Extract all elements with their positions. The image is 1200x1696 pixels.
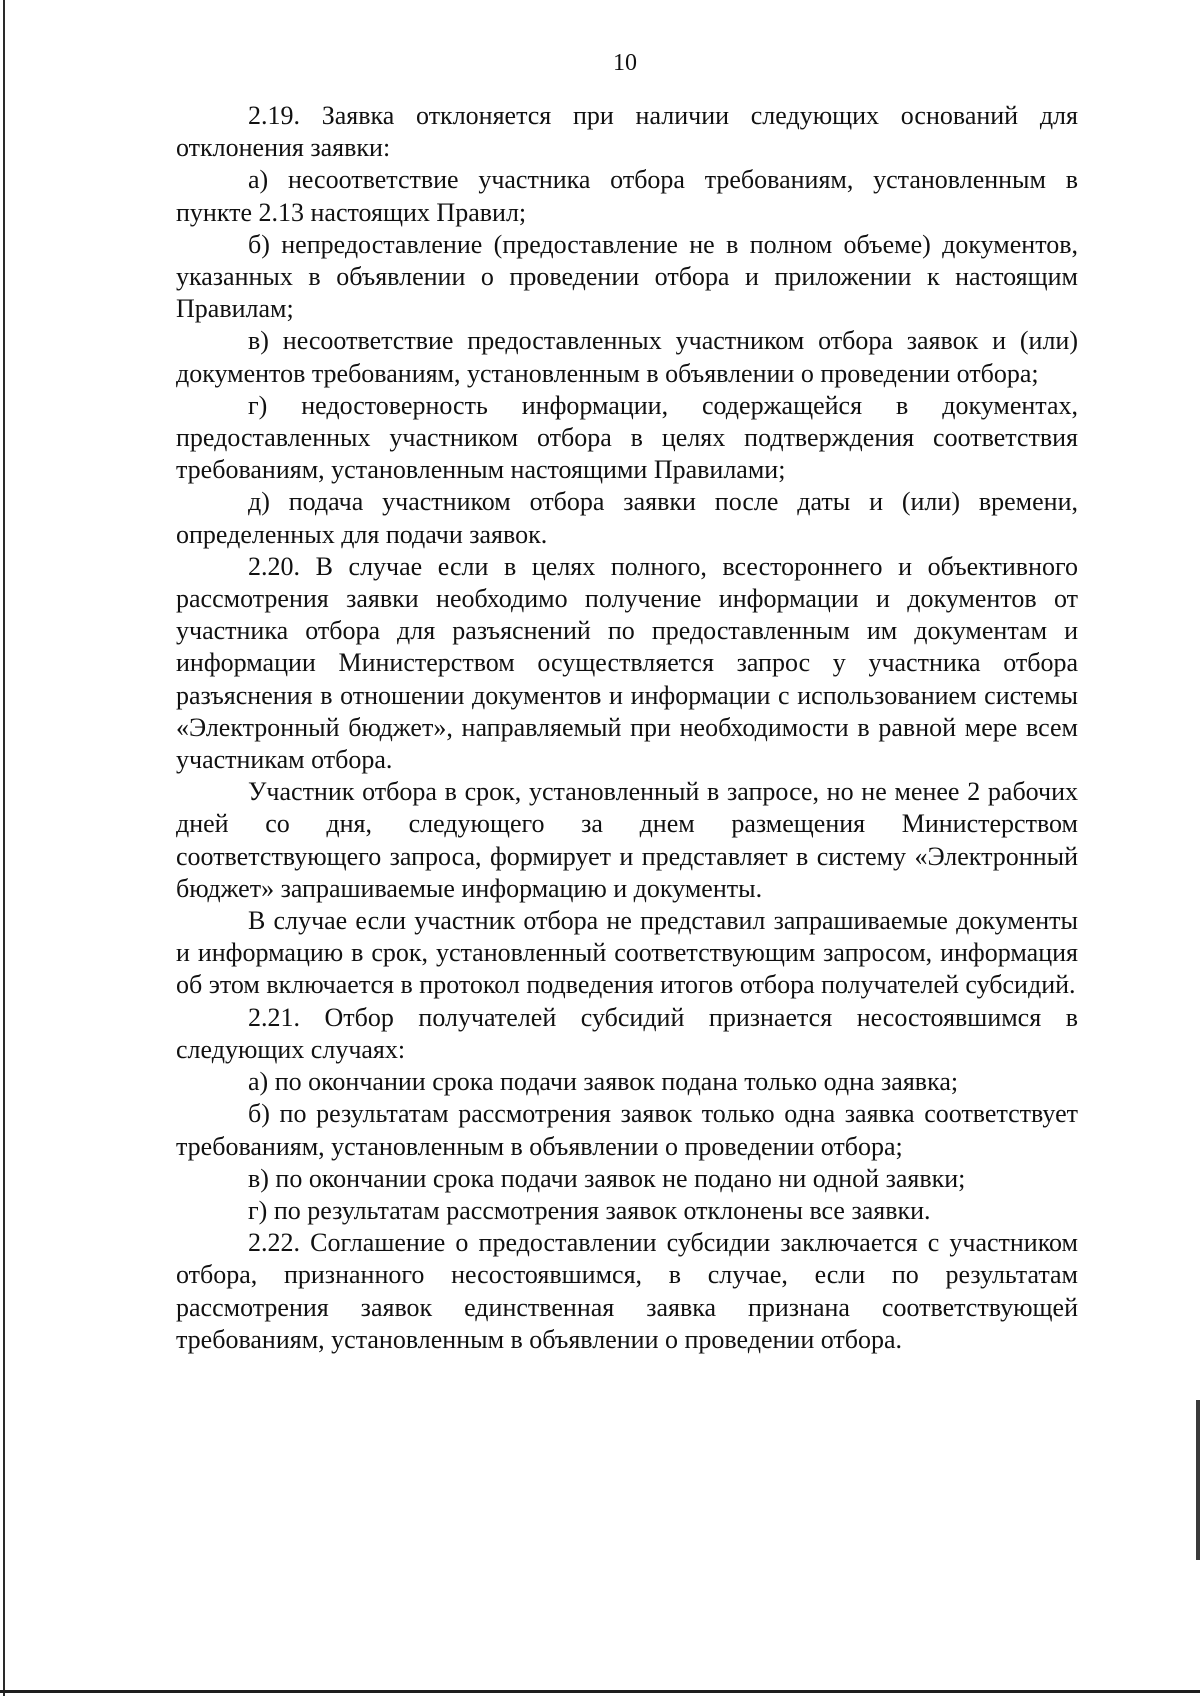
paragraph-2-19-a: а) несоответствие участника отбора требованиям, установленным в пункте 2.13 настоящих Правил; [176, 165, 1078, 227]
page-number: 10 [613, 50, 637, 76]
paragraph-2-21-a: а) по окончании срока подачи заявок подана только одна заявка; [248, 1067, 959, 1097]
scan-left-edge [3, 0, 5, 1696]
paragraph-2-19-d: д) подача участником отбора заявки после даты и (или) времени, определенных для подачи заявок. [176, 487, 1078, 549]
scan-bottom-edge [0, 1690, 1200, 1693]
paragraph-2-19-v: в) несоответствие предоставленных участником отбора заявок и (или) документов требованиям, установленным в объявлении о проведении отбора; [176, 326, 1078, 388]
paragraph-2-19-g: г) недостоверность информации, содержащейся в документах, предоставленных участником отбора в целях подтверждения соответствия требованиям, установленным настоящими Правилами; [176, 390, 1078, 485]
scan-right-edge [1196, 1400, 1200, 1560]
paragraph-2-20-response: Участник отбора в срок, установленный в запросе, но не менее 2 рабочих дней со дня, следующего за днем размещения Министерством соответствующего запроса, формирует и представляет в систему «Электронный бюджет» запрашиваемые информацию и документы. [176, 777, 1078, 903]
paragraph-2-21-b: б) по результатам рассмотрения заявок только одна заявка соответствует требованиям, установленным в объявлении о проведении отбора; [176, 1099, 1078, 1161]
paragraph-2-21: 2.21. Отбор получателей субсидий признается несостоявшимся в следующих случаях: [176, 1002, 1078, 1064]
document-body [176, 100, 1078, 1356]
paragraph-2-21-g: г) по результатам рассмотрения заявок отклонены все заявки. [248, 1195, 931, 1225]
paragraph-2-20: 2.20. В случае если в целях полного, всестороннего и объективного рассмотрения заявки необходимо получение информации и документов от участника отбора для разъяснений по предоставленным им документам и информации Министерством осуществляется запрос у участника отбора разъяснения в отношении документов и информации с использованием системы «Электронный бюджет», направляемый при необходимости в равной мере всем участникам отбора. [176, 551, 1078, 775]
paragraph-2-20-failure: В случае если участник отбора не представил запрашиваемые документы и информацию в срок, установленный соответствующим запросом, информация об этом включается в протокол подведения итогов отбора получателей субсидий. [176, 906, 1078, 1000]
paragraph-2-19-b: б) непредоставление (предоставление не в полном объеме) документов, указанных в объявлении о проведении отбора и приложении к настоящим Правилам; [176, 229, 1078, 324]
paragraph-2-22: 2.22. Соглашение о предоставлении субсидии заключается с участником отбора, признанного несостоявшимся, в случае, если по результатам рассмотрения заявок единственная заявка признана соответствующей требованиям, установленным в объявлении о проведении отбора. [176, 1228, 1078, 1354]
paragraph-2-19: 2.19. Заявка отклоняется при наличии следующих оснований для отклонения заявки: [176, 101, 1078, 163]
paragraph-2-21-v: в) по окончании срока подачи заявок не подано ни одной заявки; [248, 1163, 966, 1193]
